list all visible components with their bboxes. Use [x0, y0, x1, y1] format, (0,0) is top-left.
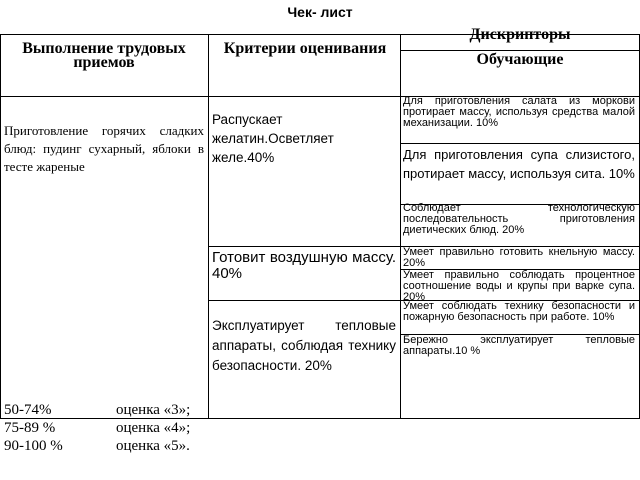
header-col-criteria: Критерии оценивания [223, 40, 387, 57]
col-divider-1 [208, 34, 209, 418]
header-col-descriptors: Дискрипторы [469, 26, 571, 43]
criterion-3: Эксплуатирует тепловые аппараты, соблюдая технику безопасности. 20% [212, 318, 396, 373]
criterion-2: Готовит воздушную массу. 40% [212, 249, 396, 282]
grading-range: 90-100 % [4, 438, 63, 454]
grading-grade: оценка «5». [116, 438, 190, 454]
grading-range: 75-89 % [4, 420, 56, 436]
page-title: Чек- лист [287, 4, 353, 20]
header-col-tasks: Выполнение трудовых приемов [22, 40, 186, 71]
grading-row [4, 401, 404, 419]
grading-grade: оценка «4»; [116, 420, 191, 436]
grading-row [4, 419, 404, 437]
descriptor-4: Умеет правильно готовить кнельную массу. 20% [403, 246, 635, 269]
grading-scale [4, 401, 404, 455]
grading-row [4, 437, 404, 455]
descriptor-6: Умеет соблюдать технику безопасности и пожарную безопасность при работе. 10% [403, 300, 635, 323]
descriptor-2: Для приготовления супа слизистого, протирает массу, используя сита. 10% [403, 147, 635, 181]
header-col-learning: Обучающие [476, 51, 564, 68]
grading-grade: оценка «3»; [116, 402, 191, 418]
descriptor-3: Соблюдает технологическую последовательность приготовления диетических блюд. 20% [403, 202, 635, 236]
grading-range: 50-74% [4, 402, 52, 418]
descriptor-5: Умеет правильно соблюдать процентное соотношение воды и крупы при варке супа. 20% [403, 269, 635, 303]
task-cell: Приготовление горячих сладких блюд: пудинг сухарный, яблоки в тесте жареные [4, 123, 204, 174]
col-divider-2 [400, 34, 401, 418]
table-left-border [0, 34, 1, 418]
criterion-1: Распускает желатин.Осветляет желе.40% [212, 112, 334, 165]
descriptor-7: Бережно эксплуатирует тепловые аппараты.10 % [403, 334, 635, 357]
descriptor-1: Для приготовления салата из моркови протирает массу, используя средства малой механизации. 10% [403, 95, 635, 129]
row-divider-d1 [400, 143, 640, 144]
